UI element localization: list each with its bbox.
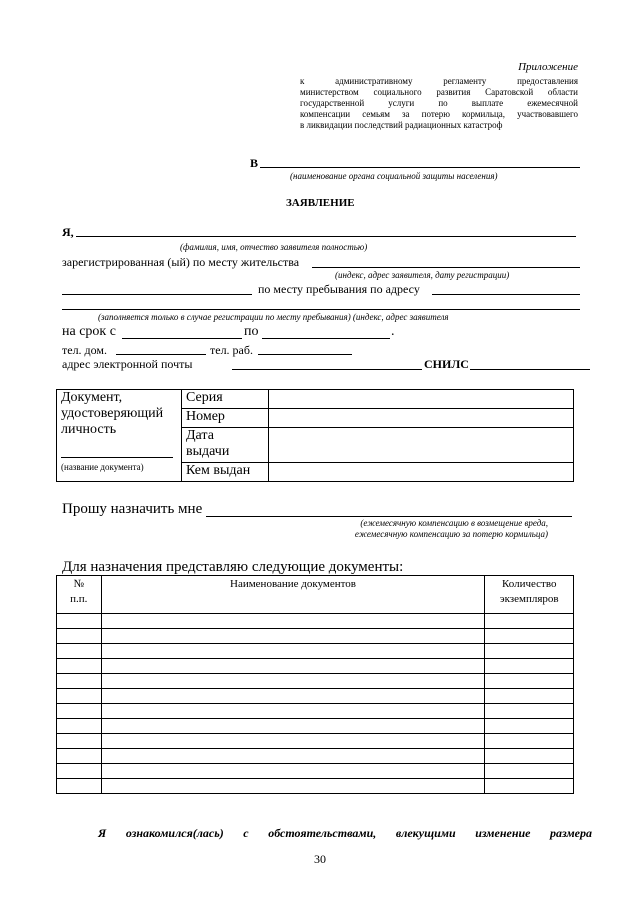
stay-address-line-2[interactable] <box>432 294 580 295</box>
row-count-cell[interactable] <box>485 629 574 644</box>
registered-hint: (индекс, адрес заявителя, дату регистрации) <box>335 270 510 280</box>
snils-label: СНИЛС <box>424 357 469 371</box>
term-from-line[interactable] <box>122 338 242 339</box>
row-num-cell[interactable] <box>57 749 102 764</box>
row-count-cell[interactable] <box>485 659 574 674</box>
row-num-cell[interactable] <box>57 614 102 629</box>
row-name-cell[interactable] <box>101 764 485 779</box>
table-row <box>57 734 574 749</box>
request-label: Прошу назначить мне <box>62 501 203 517</box>
email-label: адрес электронной почты <box>62 357 193 371</box>
request-hint-line: ежемесячную компенсацию за потерю кормильца) <box>354 529 548 539</box>
row-num-cell[interactable] <box>57 734 102 749</box>
id-document-table <box>56 389 574 482</box>
acknowledgement-text: Я ознакомился(лась) с обстоятельствами, влекущими изменение размера <box>98 826 592 840</box>
row-name-cell[interactable] <box>101 659 485 674</box>
documents-heading: Для назначения представляю следующие документы: <box>62 559 404 575</box>
page-title: ЗАЯВЛЕНИЕ <box>286 197 355 209</box>
series-label: Серия <box>182 390 269 409</box>
issue-date-value[interactable] <box>269 428 574 463</box>
row-count-cell[interactable] <box>485 734 574 749</box>
term-to-label: по <box>244 324 259 339</box>
table-row <box>57 779 574 794</box>
applicant-prefix: Я, <box>62 225 74 239</box>
table-row <box>57 764 574 779</box>
documents-table <box>56 575 574 794</box>
number-value[interactable] <box>269 409 574 428</box>
stay-label: по месту пребывания по адресу <box>258 282 420 296</box>
row-count-cell[interactable] <box>485 644 574 659</box>
row-count-cell[interactable] <box>485 674 574 689</box>
col-name-header: Наименование документов <box>101 576 485 614</box>
issue-date-label: Дата выдачи <box>182 428 269 463</box>
table-row <box>57 749 574 764</box>
row-num-cell[interactable] <box>57 704 102 719</box>
id-document-label: удостоверяющий <box>61 406 164 421</box>
row-name-cell[interactable] <box>101 734 485 749</box>
row-name-cell[interactable] <box>101 749 485 764</box>
series-value[interactable] <box>269 390 574 409</box>
id-document-name-line[interactable] <box>61 457 173 458</box>
row-name-cell[interactable] <box>101 644 485 659</box>
recipient-line[interactable] <box>260 167 580 168</box>
row-count-cell[interactable] <box>485 614 574 629</box>
stay-hint: (заполняется только в случае регистрации по месту пребывания) (индекс, адрес заявителя <box>98 312 449 322</box>
number-label: Номер <box>182 409 269 428</box>
table-row <box>57 704 574 719</box>
row-count-cell[interactable] <box>485 764 574 779</box>
registered-label: зарегистрированная (ый) по месту жительства <box>62 255 300 269</box>
request-hint <box>280 518 548 540</box>
stay-address-line-3[interactable] <box>62 309 580 310</box>
phone-work-label: тел. раб. <box>210 343 253 357</box>
phone-home-line[interactable] <box>116 354 206 355</box>
row-count-cell[interactable] <box>485 779 574 794</box>
row-name-cell[interactable] <box>101 719 485 734</box>
table-row <box>57 674 574 689</box>
row-name-cell[interactable] <box>101 779 485 794</box>
row-num-cell[interactable] <box>57 689 102 704</box>
registered-address-line[interactable] <box>312 267 580 268</box>
appendix-line: министерством социального развития Саратовской области <box>300 87 578 97</box>
id-document-label-cell <box>57 390 182 482</box>
term-end: . <box>391 324 395 339</box>
issued-by-value[interactable] <box>269 463 574 482</box>
row-name-cell[interactable] <box>101 704 485 719</box>
row-num-cell[interactable] <box>57 779 102 794</box>
row-count-cell[interactable] <box>485 719 574 734</box>
issued-by-label: Кем выдан <box>182 463 269 482</box>
appendix-line: компенсации семьям за потерю кормильца, участвовавшего <box>300 109 578 119</box>
appendix-text <box>300 76 578 131</box>
row-name-cell[interactable] <box>101 629 485 644</box>
id-document-name-hint: (название документа) <box>61 462 144 472</box>
documents-table-body <box>57 614 574 794</box>
term-from-label: на срок с <box>62 324 116 339</box>
table-row <box>57 629 574 644</box>
appendix-title: Приложение <box>518 61 578 73</box>
phone-home-label: тел. дом. <box>62 343 108 357</box>
row-count-cell[interactable] <box>485 689 574 704</box>
row-name-cell[interactable] <box>101 674 485 689</box>
page-number: 30 <box>314 852 326 866</box>
row-count-cell[interactable] <box>485 704 574 719</box>
col-num-header: № п.п. <box>57 576 102 614</box>
stay-address-line-1[interactable] <box>62 294 252 295</box>
appendix-line: государственной услуги по выплате ежемесячной <box>300 98 578 108</box>
table-row <box>57 689 574 704</box>
row-num-cell[interactable] <box>57 659 102 674</box>
table-row <box>57 659 574 674</box>
id-document-label: Документ, <box>61 390 123 405</box>
row-name-cell[interactable] <box>101 689 485 704</box>
recipient-hint: (наименование органа социальной защиты населения) <box>290 171 498 181</box>
row-count-cell[interactable] <box>485 749 574 764</box>
appendix-line: в ликвидации последствий радиационных катастроф <box>300 120 503 130</box>
row-num-cell[interactable] <box>57 629 102 644</box>
table-row <box>57 614 574 629</box>
col-count-header: Количество экземпляров <box>485 576 574 614</box>
row-num-cell[interactable] <box>57 764 102 779</box>
row-num-cell[interactable] <box>57 674 102 689</box>
request-line[interactable] <box>206 516 572 517</box>
snils-line[interactable] <box>470 369 590 370</box>
appendix-line: к административному регламенту предоставления <box>300 76 578 86</box>
applicant-name-hint: (фамилия, имя, отчество заявителя полностью) <box>180 242 368 252</box>
phone-work-line[interactable] <box>258 354 352 355</box>
row-name-cell[interactable] <box>101 614 485 629</box>
row-num-cell[interactable] <box>57 719 102 734</box>
request-hint-line: (ежемесячную компенсацию в возмещение вреда, <box>360 518 548 528</box>
table-row <box>57 719 574 734</box>
recipient-prefix: В <box>250 156 259 170</box>
row-num-cell[interactable] <box>57 644 102 659</box>
applicant-name-line[interactable] <box>76 236 576 237</box>
id-document-label: личность <box>61 422 117 437</box>
table-row <box>57 644 574 659</box>
term-to-line[interactable] <box>262 338 390 339</box>
email-line[interactable] <box>232 369 422 370</box>
